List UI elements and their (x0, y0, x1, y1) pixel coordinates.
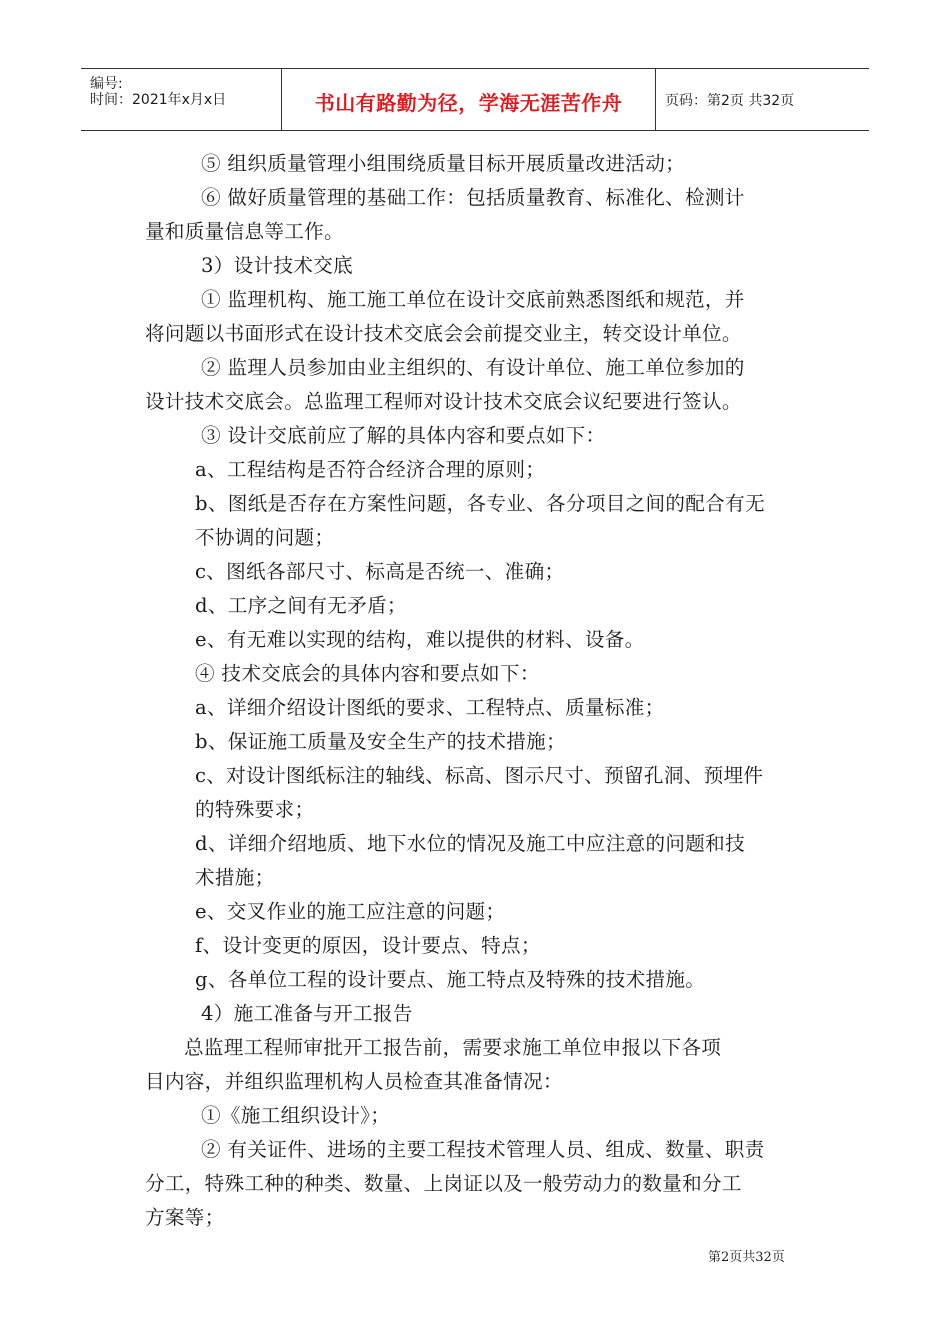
page-header (81, 68, 869, 131)
text-line: 的特殊要求； (195, 798, 315, 821)
text-line: 量和质量信息等工作。 (145, 220, 344, 243)
text-line: d、详细介绍地质、地下水位的情况及施工中应注意的问题和技 (195, 832, 745, 855)
text-line: d、工序之间有无矛盾； (195, 594, 407, 617)
text-line: ② 有关证件、进场的主要工程技术管理人员、组成、数量、职责 (201, 1138, 765, 1161)
text-line: e、交叉作业的施工应注意的问题； (195, 900, 506, 923)
header-motto-cell (281, 69, 656, 130)
text-line: ⑥ 做好质量管理的基础工作：包括质量教育、标准化、检测计 (201, 186, 745, 209)
text-line: c、图纸各部尺寸、标高是否统一、准确； (195, 560, 565, 583)
text-line: b、图纸是否存在方案性问题，各专业、各分项目之间的配合有无 (195, 492, 765, 515)
text-line: ④ 技术交底会的具体内容和要点如下： (195, 662, 540, 685)
text-line: c、对设计图纸标注的轴线、标高、图示尺寸、预留孔洞、预埋件 (195, 764, 764, 787)
text-line: g、各单位工程的设计要点、施工特点及特殊的技术措施。 (195, 968, 706, 991)
text-line: e、有无难以实现的结构，难以提供的材料、设备。 (195, 628, 645, 651)
header-page-cell (655, 69, 869, 130)
time-label: 时间：2021年x月x日 (90, 92, 227, 108)
number-label: 编号: (90, 76, 123, 92)
text-line: ② 监理人员参加由业主组织的、有设计单位、施工单位参加的 (201, 356, 745, 379)
text-line: 分工，特殊工种的种类、数量、上岗证以及一般劳动力的数量和分工 (145, 1172, 742, 1195)
header-meta-cell (81, 69, 281, 130)
section-heading: 4）施工准备与开工报告 (201, 1002, 413, 1025)
text-line: 术措施； (195, 866, 275, 889)
text-line: 目内容，并组织监理机构人员检查其准备情况： (145, 1070, 563, 1093)
text-line: f、设计变更的原因，设计要点、特点； (195, 934, 541, 957)
text-line: 不协调的问题； (195, 526, 335, 549)
text-line: b、保证施工质量及安全生产的技术措施； (195, 730, 566, 753)
text-line: 设计技术交底会。总监理工程师对设计技术交底会议纪要进行签认。 (145, 390, 742, 413)
text-line: ③ 设计交底前应了解的具体内容和要点如下： (201, 424, 606, 447)
text-line: ⑤ 组织质量管理小组围绕质量目标开展质量改进活动； (201, 152, 685, 175)
text-line: a、详细介绍设计图纸的要求、工程特点、质量标准； (195, 696, 665, 719)
motto: 书山有路勤为径，学海无涯苦作舟 (314, 91, 623, 115)
text-line: 将问题以书面形式在设计技术交底会会前提交业主，转交设计单位。 (145, 322, 742, 345)
section-heading: 3）设计技术交底 (201, 254, 354, 277)
document-body (145, 147, 807, 1235)
page-info: 页码：第2页 共32页 (665, 93, 795, 109)
text-line: 方案等； (145, 1206, 225, 1229)
page-footer: 第2页共32页 (708, 1250, 785, 1265)
text-line: ① 监理机构、施工施工单位在设计交底前熟悉图纸和规范，并 (201, 288, 745, 311)
text-line: 总监理工程师审批开工报告前，需要求施工单位申报以下各项 (184, 1036, 722, 1059)
text-line: a、工程结构是否符合经济合理的原则； (195, 458, 546, 481)
text-line: ①《施工组织设计》； (201, 1104, 391, 1127)
